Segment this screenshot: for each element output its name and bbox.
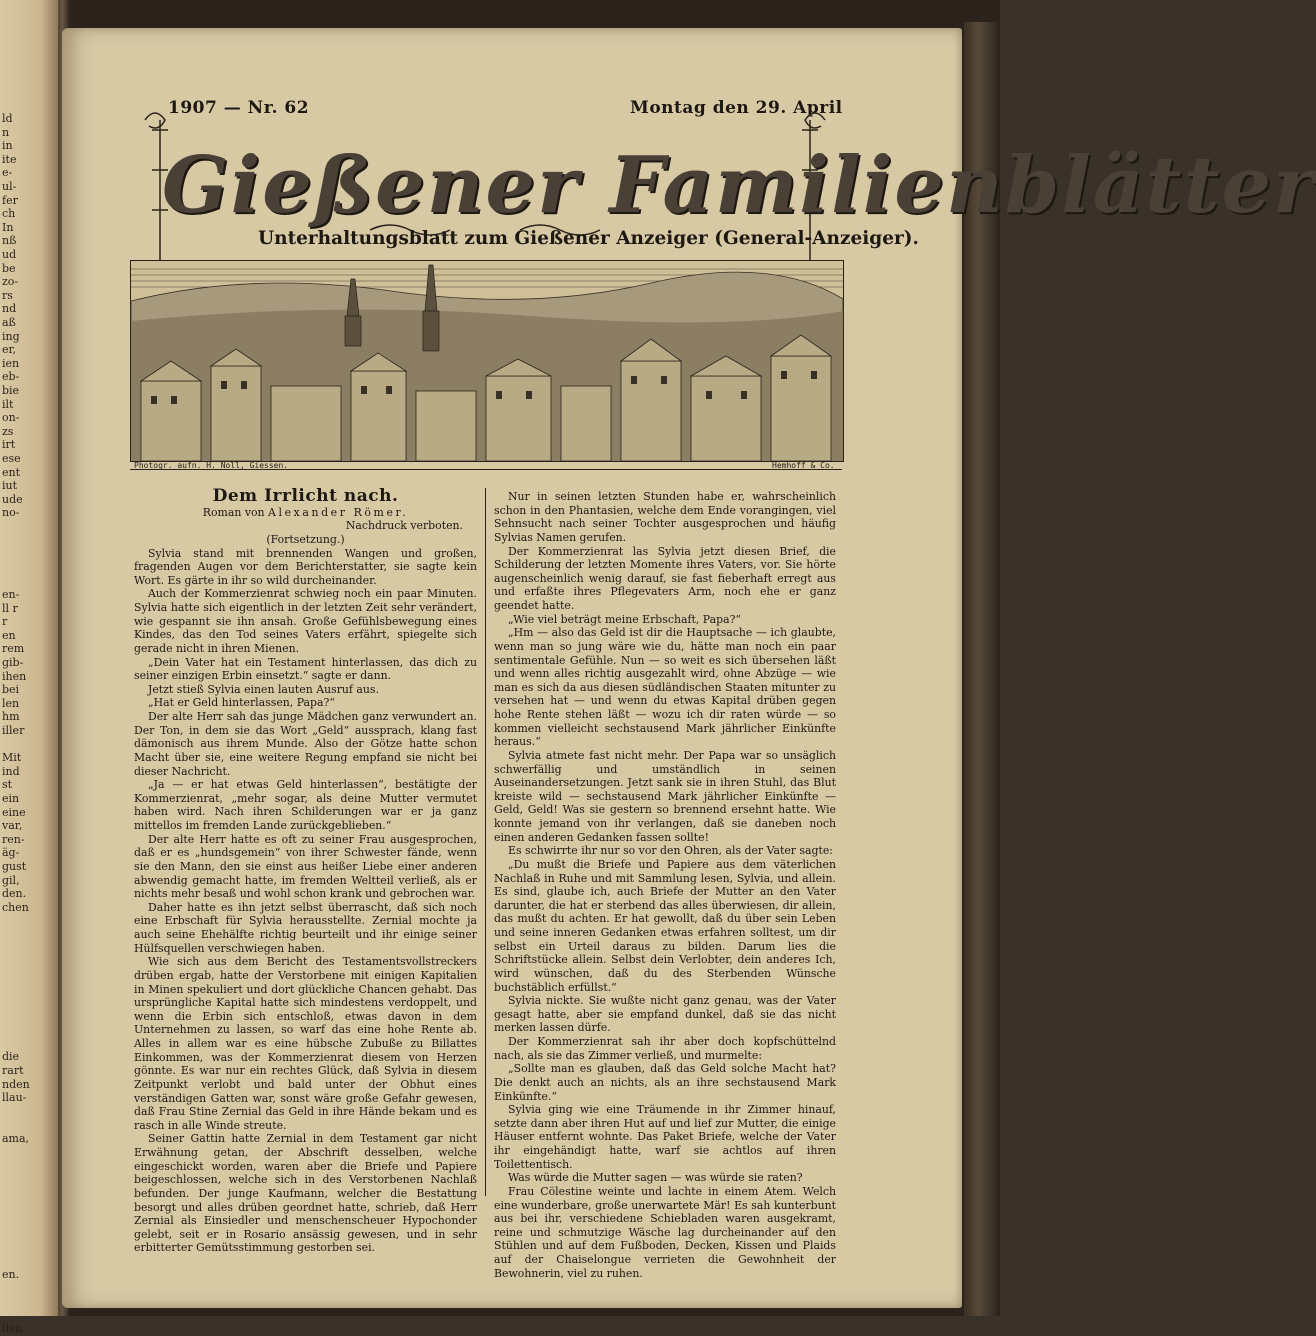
left-page-text-fragment: nden (2, 1077, 30, 1091)
left-page-text-fragment: nß (2, 234, 17, 248)
left-page-text-fragment: var, (2, 819, 23, 833)
left-page-text-fragment: iut (2, 479, 18, 493)
left-page-text-fragment: ind (2, 764, 20, 778)
left-page-text-fragment: nd (2, 302, 17, 316)
author-name: Alexander Römer. (268, 505, 409, 519)
left-page-text-fragment: gil, (2, 873, 20, 887)
article-paragraph: „Hm — also das Geld ist dir die Hauptsache — ich glaubte, wenn man so jung wäre wie du, hätte man noch ein paar sentimentale Gefühle. Nun — so weit es sich übersehen läßt und wenn alles richtig ausgezahlt wird, ohne Abzüge — wie man es sich da aus diesen südländischen Staaten mitunter zu versehen hat — und wenn du etwas Kapital drüben gegen hohe Rente stehen läßt — wozu ich dir raten würde — so kommen vielleicht sechstausend Mark jährlicher Einkünfte heraus.“ (494, 626, 836, 749)
issue-number: 1907 — Nr. 62 (168, 98, 310, 118)
left-page-text-fragment: ent (2, 465, 21, 479)
article-paragraph: Nur in seinen letzten Stunden habe er, wahrscheinlich schon in den Phantasien, welche dem Ende vorangingen, viel Sehnsucht nach seiner Tochter ausgesprochen und häufig Sylvias Namen gerufen. (494, 490, 836, 544)
left-page-text-fragment: hm (2, 710, 20, 724)
left-page-text-fragment: ing (2, 329, 20, 343)
article-paragraph: Sylvia nickte. Sie wußte nicht ganz genau, was der Vater gesagt hatte, aber sie empfand dunkel, daß sie das nicht merken lassen dürfe. (494, 994, 836, 1035)
left-page-text-fragment: ren- (2, 832, 25, 846)
header-rule (130, 469, 842, 470)
article-paragraph: „Dein Vater hat ein Testament hinterlassen, das dich zu seiner einzigen Erbin einsetzt.“ sagte er dann. (134, 655, 477, 683)
newspaper-subtitle: Unterhaltungsblatt zum Gießener Anzeiger (General-Anzeiger). (258, 228, 919, 249)
article-paragraph: Der alte Herr hatte es oft zu seiner Frau ausgesprochen, daß er es „hundsgemein“ von ihrer Schwester fände, wenn sie den Mann, den sie einst aus heißer Liebe einer anderen abwendig gemacht hatte, im fremden Weltteil verließ, als er nichts mehr besaß und wohl schon krank und gebrochen war. (134, 832, 477, 901)
left-page-text-fragment: ese (2, 452, 21, 465)
byline-prefix: Roman von (202, 505, 265, 519)
left-page-text-fragment: gib- (2, 656, 24, 669)
left-page-text-fragment: bei (2, 683, 20, 697)
article-paragraph: Was würde die Mutter sagen — was würde sie raten? (508, 1171, 803, 1185)
left-page-text-fragment: aß (2, 316, 16, 329)
left-page-text-fragment: Mit (2, 751, 22, 765)
article-paragraph: Auch der Kommerzienrat schwieg noch ein paar Minuten. Sylvia hatte sich eigentlich in der letzten Zeit sehr verändert, wie gespannt sie ihn ansah. Große Gefühlsbewegung eines Kindes, das den Tod seines Vaters erfährt, spiegelte sich gerade nicht in ihren Mienen. (134, 587, 477, 655)
left-page-text-fragment: ien (2, 356, 20, 370)
continuation-note: (Fortsetzung.) (266, 532, 345, 546)
article-column-2 (494, 490, 836, 1280)
left-page-text-fragment: ud (2, 248, 17, 261)
left-page-text-fragment: chen (2, 900, 29, 914)
left-page-text-fragment: eine (2, 805, 26, 819)
left-page-text-fragment: en- (2, 588, 20, 601)
left-page-text-fragment: ilt (2, 397, 14, 411)
left-page-text-fragment: ll r (2, 601, 18, 615)
newspaper-title: Gießener Familienblätter (162, 140, 1316, 231)
article-paragraph: „Du mußt die Briefe und Papiere aus dem väterlichen Nachlaß in Ruhe und mit Sammlung lesen, Sylvia, und allein. Es sind, glaube ich, auch Briefe der Mutter an den Vater darunter, die hat er sterbend das alles überwiesen, dir allein, das mußt du achten. Er hat gewollt, daß du über sein Leben und seine inneren Gedanken etwas erfahren solltest, um dir selbst ein Urteil daraus zu bilden. Darum lies die Schriftstücke allein. Selbst dein Verlobter, dein anderes Ich, wird wünschen, daß du des Sterbenden Wünsche buchstäblich erfüllst.“ (494, 857, 836, 994)
article-paragraph: Sylvia ging wie eine Träumende in ihr Zimmer hinauf, setzte dann aber ihren Hut auf und lief zur Mutter, die einige Häuser entfernt wohnte. Das Paket Briefe, welche der Vater ihr eingehändigt hatte, warf sie achtlos auf ihren Toilettentisch. (494, 1103, 836, 1171)
article-byline (134, 506, 477, 520)
city-panorama-illustration (130, 260, 844, 462)
article-paragraph: „Hat er Geld hinterlassen, Papa?“ (148, 696, 335, 710)
column-divider (485, 488, 486, 1196)
column-2-paragraphs (494, 490, 836, 1280)
left-page-text-fragment: irt (2, 438, 16, 452)
city-skyline-icon (131, 261, 843, 461)
left-page-text-fragment: äg- (2, 846, 20, 860)
left-page-text-fragment: ude (2, 492, 23, 506)
article-paragraph: Der alte Herr sah das junge Mädchen ganz verwundert an. Der Ton, in dem sie das Wort „Geld“ aussprach, klang fast dämonisch aus ihrem Munde. Also der Götze hatte schon Macht über sie, eine weitere Regung empfand sie nicht bei dieser Nachricht. (134, 710, 477, 778)
left-page-text-fragment: e- (2, 166, 13, 180)
article-paragraph: Es schwirrte ihr nur so vor den Ohren, als der Vater sagte: (508, 844, 833, 858)
left-page-text-fragment: en. (2, 1268, 20, 1281)
article-paragraph: Jetzt stieß Sylvia einen lauten Ausruf aus. (148, 682, 379, 696)
left-page-fragment (0, 0, 58, 1336)
article-headline: Dem Irrlicht nach. (212, 486, 399, 506)
left-page-text-fragment: no- (2, 506, 20, 520)
photo-credit: Photogr. aufn. H. Noll, Giessen. (134, 461, 289, 470)
left-page-text-fragment: ama, (2, 1132, 30, 1145)
left-page-text-fragment: on- (2, 411, 20, 425)
left-page-text-fragment: rem (2, 642, 25, 656)
left-page-text-fragment: den. (2, 887, 27, 901)
left-page-text-fragment: llau- (2, 1091, 27, 1105)
left-page-text-fragment: gust (2, 860, 27, 873)
left-page-text-fragment: eb- (2, 370, 20, 384)
left-page-text-fragment: die (2, 1050, 20, 1064)
article-paragraph: Wie sich aus dem Bericht des Testamentsvollstreckers drüben ergab, hatte der Verstorbene mit einigen Kapitalien in Minen spekuliert und dort glückliche Chancen gehabt. Das ursprüngliche Kapital hatte sich mindestens verdoppelt, und wenn die Erbin sich entschloß, etwas davon in dem Unternehmen zu lassen, so warf das eine hohe Rente ab. Alles in allem war es eine hübsche Zubuße zu Billattes Einkommen, was der Kommerzienrat diesem von Herzen gönnte. Es war nur ein rechtes Glück, daß Sylvia in diesem Zeitpunkt verlobt und bald unter der Obhut eines verständigen Gatten war, sonst wäre große Gefahr gewesen, daß Frau Stine Zernial das Geld in ihre Hände bekam und es rasch in alle Winde streute. (134, 955, 477, 1132)
left-page-text-fragment: bie (2, 384, 20, 397)
left-page-text-fragment: In (2, 220, 14, 234)
article-column-1 (134, 486, 477, 1255)
article-paragraph: Daher hatte es ihn jetzt selbst überrascht, daß sich noch eine Erbschaft für Sylvia herausstellte. Zernial mochte ja auch seine Ehehälfte richtig beurteilt und ihr einige seiner Hülfsquellen verschwiegen haben. (134, 900, 477, 955)
left-page-text-fragment: n (2, 125, 10, 139)
left-page-text-fragment: rs (2, 288, 13, 302)
left-page-text-fragment: zo- (2, 275, 19, 289)
column-1-paragraphs (134, 547, 477, 1256)
left-page-text-fragment: llen. (2, 1322, 27, 1336)
left-page-text-fragment: r (2, 615, 8, 629)
article-paragraph: Der Kommerzienrat sah ihr aber doch kopfschüttelnd nach, als sie das Zimmer verließ, und murmelte: (494, 1035, 836, 1062)
article-paragraph: „Wie viel beträgt meine Erbschaft, Papa?“ (508, 612, 742, 626)
left-page-text-fragment: st (2, 778, 13, 792)
article-paragraph: „Ja — er hat etwas Geld hinterlassen“, bestätigte der Kommerzienrat, „mehr sogar, als deine Mutter vermutet haben wird. Nach ihren Schilderungen war er ja ganz mittellos im fremden Lande zurückgeblieben.“ (134, 778, 477, 832)
reprint-notice: Nachdruck verboten. (345, 519, 463, 533)
left-page-text-fragment: ch (2, 207, 16, 221)
left-page-text-fragment: rart (2, 1064, 24, 1077)
article-paragraph: „Sollte man es glauben, daß das Geld solche Macht hat? Die denkt auch an nichts, als an ihre sechstausend Mark Einkünfte.“ (494, 1062, 836, 1103)
left-page-text-fragment: ld (2, 112, 13, 125)
left-page-text-fragment: in (2, 139, 13, 153)
left-page-text-fragment: er, (2, 343, 17, 357)
left-page-text-fragment: iller (2, 724, 25, 737)
left-page-text-fragment: len (2, 696, 20, 710)
left-page-text-fragment: fer (2, 193, 18, 207)
issue-date: Montag den 29. April (630, 98, 843, 118)
left-page-text-fragment: ihen (2, 669, 27, 683)
left-page-text-fragment: be (2, 261, 16, 275)
article-paragraph: Sylvia stand mit brennenden Wangen und großen, fragenden Augen vor dem Berichterstatter, sie sagte kein Wort. Es gärte in ihr so wild durcheinander. (134, 546, 477, 587)
article-paragraph: Frau Cölestine weinte und lachte in einem Atem. Welch eine wunderbare, große unerwartete Mär! Es sah kunterbunt aus bei ihr, verschiedene Schiebladen waren ausgekramt, reine und schmutzige Wäsche lag durcheinander auf den Stühlen und auf dem Fußboden, Decken, Kissen und Plaids auf der Chaiselongue verrieten die Gewohnheit der Bewohnerin, viel zu ruhen. (494, 1184, 836, 1280)
left-page-text-fragment: ite (2, 152, 17, 166)
left-page-text-fragment: ein (2, 792, 20, 805)
left-page-text-fragment: ul- (2, 180, 17, 193)
article-paragraph: Sylvia atmete fast nicht mehr. Der Papa war so unsäglich schwerfällig und umständlich in seinen Auseinandersetzungen. Jetzt sank sie in ihren Stuhl, das Blut kreiste wild — sechstausend Mark jährlicher Einkünfte — Geld, Geld! Was sie gestern so brennend ersehnt hatte. Wie konnte jemand von ihr verlangen, daß sie daneben noch einen anderen Gedanken fassen sollte! (494, 748, 836, 844)
left-page-text-fragment: en (2, 628, 16, 642)
article-paragraph: Seiner Gattin hatte Zernial in dem Testament gar nicht Erwähnung getan, der Abschrift desselben, welche eingeschickt worden, waren aber die Briefe und Papiere beigeschlossen, welche sich in des Verstorbenen Nachlaß befunden. Der junge Kaufmann, welcher die Bestattung besorgt und alles drüben geordnet hatte, schrieb, daß Herr Zernial als Einsiedler und menschenscheuer Hypochonder gelebt, seit er in Rosario ansässig gewesen, und in sehr erbitterter Gemütsstimmung gestorben sei. (134, 1132, 477, 1255)
engraver-credit: Hemhoff & Co. (772, 461, 835, 470)
article-paragraph: Der Kommerzienrat las Sylvia jetzt diesen Brief, die Schilderung der letzten Momente ihres Vaters, vor. Sie hörte augenscheinlich wenig darauf, sie fast fieberhaft erregt aus und erfaßte ihres Pflegevaters Arm, noch ehe er ganz geendet hatte. (494, 544, 836, 612)
left-page-text-fragment: zs (2, 424, 14, 438)
